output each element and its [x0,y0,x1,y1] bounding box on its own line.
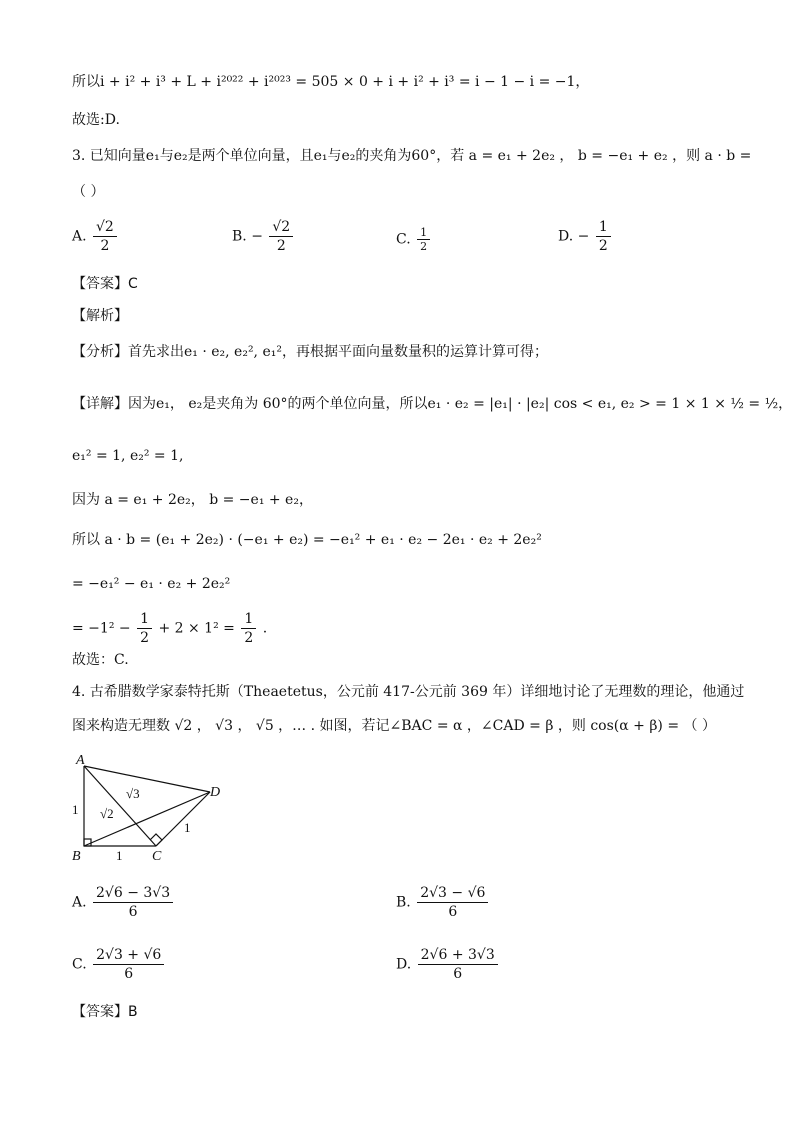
detail-line-5: = −e₁² − e₁ · e₂ + 2e₂² [72,576,231,592]
detail-line-3: 因为 a = e₁ + 2e₂， b = −e₁ + e₂， [72,492,313,508]
option-3d [558,218,613,255]
option-label: A. [72,894,87,911]
point-a-label: A [76,753,85,768]
point-b-label: B [72,849,81,864]
option-4a [72,884,175,921]
option-fraction: $\frac{2√3 + √6}{6}$ [93,946,164,983]
question-4: 4. 古希腊数学家泰特托斯（Theaetetus，公元前 417-公元前 369 年）详细地讨论了无理数的理论，他通过 [72,684,745,700]
option-fraction: $\frac{1}{2}$ [417,226,430,253]
option-label: A. [72,228,87,245]
line-choose-d: 故选:D. [72,112,120,128]
option-label: C. [396,231,411,248]
label-ab: 1 [72,802,79,817]
option-label: D. [558,228,574,245]
label-cd: 1 [184,820,191,835]
question-3: 3. 已知向量e₁与e₂是两个单位向量，且e₁与e₂的夹角为60°，若 a = e₁ + 2e₂ ， b = −e₁ + e₂ ，则 a · b = [72,148,752,164]
label-ac: √2 [100,806,114,821]
answer-4: 【答案】B [72,1004,138,1020]
option-3a [72,218,119,255]
option-4c [72,946,166,983]
theaetetus-figure [68,752,238,864]
option-fraction: $\frac{1}{2}$ [596,218,611,255]
analysis-heading: 【解析】 [72,308,128,324]
point-d-label: D [210,785,221,800]
fraction-half: $\frac{1}{2}$ [137,610,152,647]
detail-line-2: e₁² = 1, e₂² = 1, [72,448,184,464]
option-fraction: $\frac{√2}{2}$ [93,218,117,255]
option-sign: − [251,228,263,245]
analysis-fenxi: 【分析】首先求出e₁ · e₂, e₂², e₁²，再根据平面向量数量积的运算计算可得； [72,344,548,360]
option-3c [396,226,432,253]
option-label: D. [396,956,412,973]
label-ad: √3 [126,786,140,801]
detail-line-6: = −1² − $\frac{1}{2}$ + 2 × 1² = $\frac{1}{2}$ . [72,611,268,646]
option-fraction: $\frac{2√3 - √6}{6}$ [417,884,488,921]
line-sum: 所以i + i² + i³ + L + i²⁰²² + i²⁰²³ = 505 × 0 + i + i² + i³ = i − 1 − i = −1， [72,74,590,90]
fraction-half: $\frac{1}{2}$ [241,610,256,647]
label-bc: 1 [116,848,123,863]
option-3b [232,218,295,255]
option-4d [396,946,500,983]
question-3-blank: （ ） [72,184,105,200]
option-label: C. [72,956,87,973]
analysis-detail: 【详解】因为e₁， e₂是夹角为 60°的两个单位向量，所以e₁ · e₂ = |e₁| · |e₂| cos < e₁, e₂ > = 1 × 1 × ½ = ½， [72,396,793,412]
choose-c: 故选：C. [72,652,129,668]
point-c-label: C [152,849,162,864]
option-label: B. [396,894,411,911]
option-sign: − [577,228,590,245]
option-label: B. [232,228,247,245]
option-fraction: $\frac{√2}{2}$ [269,218,293,255]
option-fraction: $\frac{2√6 + 3√3}{6}$ [418,946,498,983]
detail-line-4: 所以 a · b = (e₁ + 2e₂) · (−e₁ + e₂) = −e₁² + e₁ · e₂ − 2e₁ · e₂ + 2e₂² [72,532,542,548]
option-4b [396,884,490,921]
answer-3: 【答案】C [72,276,138,292]
question-4-line-2: 图来构造无理数 √2 ， √3 ， √5 ，… . 如图，若记∠BAC = α ，∠CAD = β ，则 cos(α + β) = （ ） [72,718,716,734]
option-fraction: $\frac{2√6 - 3√3}{6}$ [93,884,173,921]
